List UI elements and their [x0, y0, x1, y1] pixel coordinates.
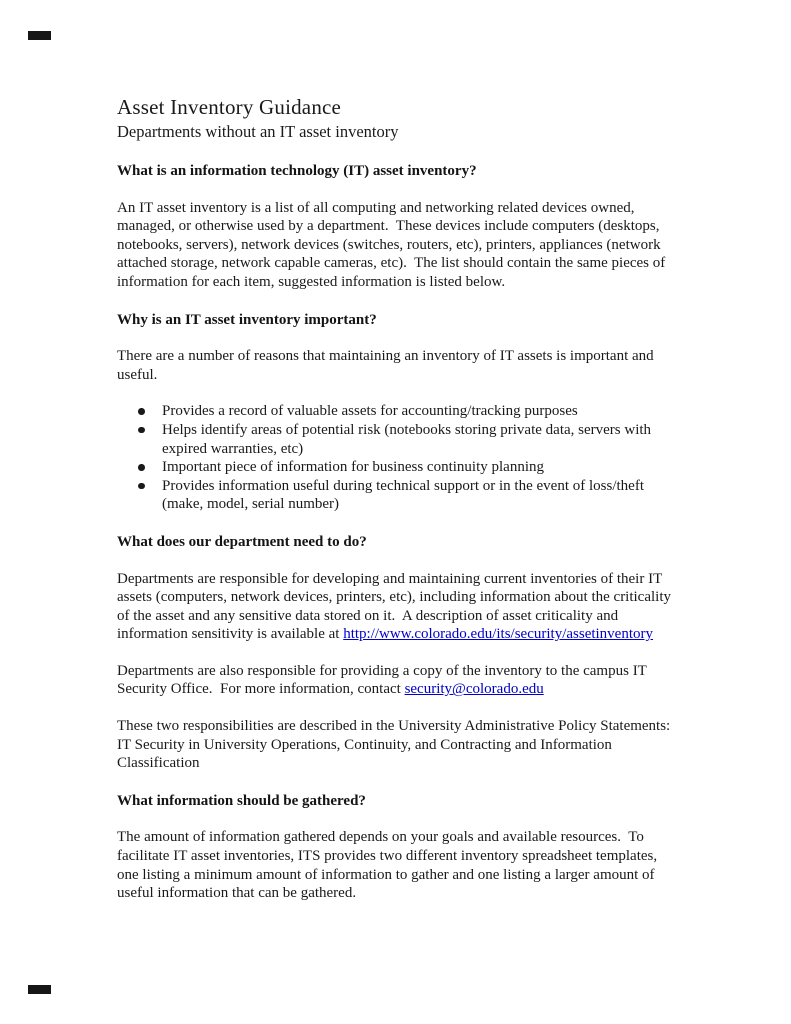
paragraph-responsibilities — [117, 570, 682, 644]
section-heading-why-important: Why is an IT asset inventory important? — [117, 311, 377, 328]
scan-mark-bottom — [28, 985, 51, 994]
list-item: Provides information useful during technical support or in the event of loss/theft (make, model, serial number) — [117, 477, 682, 514]
document-content — [117, 94, 682, 921]
section-heading-what-is: What is an information technology (IT) asset inventory? — [117, 163, 477, 179]
paragraph-policy-statements: These two responsibilities are described in the University Administrative Policy Statements: IT Security in University Operations, Continuity, and Contracting and Information Classification — [117, 718, 678, 772]
page-title: Asset Inventory Guidance — [117, 95, 342, 119]
responsibilities-text: Departments are responsible for developing and maintaining current inventories of their IT assets (computers, network devices, printers, etc), including information about the criticality of the asset and any sensitive data stored on it. A description of asset criticality and information sensitivity is available at — [117, 570, 675, 643]
paragraph-what-is: An IT asset inventory is a list of all computing and networking related devices owned, managed, or otherwise used by a department. These devices include computers (desktops, notebooks, servers), network devices (switches, routers, etc), printers, appliances (network attached storage, network capable cameras, etc). The list should contain the same pieces of information for each item, suggested information is listed below. — [117, 199, 670, 290]
paragraph-information-gathered: The amount of information gathered depends on your goals and available resources. To facilitate IT asset inventories, ITS provides two different inventory spreadsheet templates, one listing a minimum amount of information to gather and one listing a larger amount of useful information that can be gathered. — [117, 829, 661, 902]
list-item: Helps identify areas of potential risk (notebooks storing private data, servers with expired warranties, etc) — [117, 421, 682, 458]
section-heading-what-information: What information should be gathered? — [117, 792, 366, 809]
security-office-text: Departments are also responsible for providing a copy of the inventory to the campus IT Security Office. For more information, contact — [117, 662, 651, 698]
asset-inventory-link[interactable]: http://www.colorado.edu/its/security/assetinventory — [343, 626, 654, 643]
scan-mark-top — [28, 31, 51, 40]
list-item: Important piece of information for business continuity planning — [117, 458, 682, 477]
section-heading-need-to-do: What does our department need to do? — [117, 533, 367, 550]
page-subtitle: Departments without an IT asset inventory — [117, 122, 399, 141]
security-email-link[interactable]: security@colorado.edu — [404, 681, 544, 698]
benefits-bullet-list — [117, 402, 682, 514]
paragraph-security-office — [117, 662, 682, 699]
paragraph-why-important: There are a number of reasons that maintaining an inventory of IT assets is important and useful. — [117, 348, 658, 383]
list-item: Provides a record of valuable assets for accounting/tracking purposes — [117, 402, 682, 421]
